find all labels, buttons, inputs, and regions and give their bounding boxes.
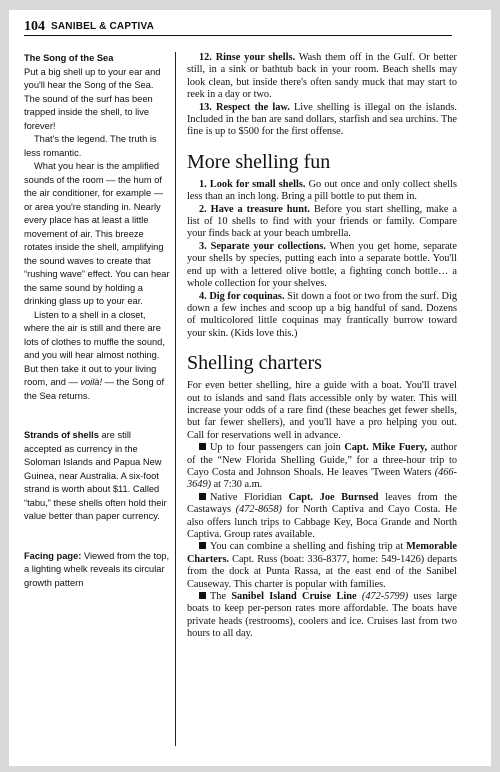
sidebar-strands-note: Strands of shells are still accepted as currency in the Soloman Islands and Papua New Guinea, near Australia. A six-foot strand is worth about $11. Called “tabu,” these shells often hold their value better than paper currency. xyxy=(24,430,167,521)
charter-entry: You can combine a shelling and fishing trip at Memorable Charters. Capt. Russ (boat: 336-8377, home: 549-1426) departs from the dock at Punta Rassa, at the east end of the Sanibel Causeway. This charter is popular with families. xyxy=(187,541,457,590)
running-header xyxy=(24,19,452,36)
column-divider xyxy=(175,52,176,746)
rule-paragraph: 12. Rinse your shells. Wash them off in the Gulf. Or better still, in a sink or bathtub back in your room. Beach shells may look clean, but inside there's often sandy muck that may start to reek in a day or two. xyxy=(187,52,457,101)
tip-paragraph: 3. Separate your collections. When you get home, separate your shells by species, putting each into a separate bottle. You'll end up with a lettered olive bottle, a fighting conch bottle… a whole collection for your shelves. xyxy=(187,240,457,290)
sidebar-paragraph: What you hear is the amplified sounds of the room — the hum of the air conditioner, for example — or area you're standing in. Nearly every place has at least a little movement of air. This breeze rotates inside the shell, amplifying the sound waves to create that “rushing wave” effect. You can hear the same sound by holding a drinking glass up to your ear. xyxy=(24,161,170,306)
main-column xyxy=(187,52,457,641)
charter-entry: The Sanibel Island Cruise Line (472-5799) uses large boats to keep per-person rates more affordable. The boats have private heads (restrooms), coolers and ice. Cruises last from two hours to all day. xyxy=(187,591,457,640)
sidebar-paragraph: Put a big shell up to your ear and you'll hear the Song of the Sea. The sound of the surf has been trapped inside the shell, to live forever! xyxy=(24,66,161,131)
sidebar xyxy=(24,52,170,590)
book-title: SANIBEL & CAPTIVA xyxy=(51,21,155,32)
page-number: 104 xyxy=(24,19,45,34)
tip-paragraph: 2. Have a treasure hunt. Before you start shelling, make a list of 10 shells to find with your friends or family. Compare your finds back at your beach umbrella. xyxy=(187,203,457,240)
sidebar-facing-caption: Facing page: Viewed from the top, a lighting whelk reveals its circular growth pattern xyxy=(24,550,170,588)
tip-paragraph: 1. Look for small shells. Go out once and only collect shells less than an inch long. Bring a pill bottle to put them in. xyxy=(187,178,457,203)
section-heading: Shelling charters xyxy=(187,352,322,375)
square-bullet-icon xyxy=(199,493,206,500)
charters-intro: For even better shelling, hire a guide with a boat. You'll travel out to islands and sand flats accessible only by water. This will increase your odds of a rare find (these beaches get fewer shells, but far fewer shellers), and you'll have a pro helping you out. Call for reservations well in advance. xyxy=(187,380,457,441)
rule-paragraph: 13. Respect the law. Live shelling is illegal on the islands. Included in the ban are sand dollars, starfish and sea urchins. The fine is up to $500 for the first offense. xyxy=(187,101,457,138)
charter-entry: Up to four passengers can join Capt. Mike Fuery, author of the “New Florida Shelling Guide,” for a three-hour trip to Cayo Costa and Johnson Shoals. He leaves 'Tween Waters (466-3649) at 7:30 a.m. xyxy=(187,442,457,491)
square-bullet-icon xyxy=(199,592,206,599)
sidebar-song-title: The Song of the Sea xyxy=(24,53,114,63)
section-heading: More shelling fun xyxy=(187,150,331,173)
sidebar-paragraph: That's the legend. The truth is less romantic. xyxy=(24,134,157,158)
tip-paragraph: 4. Dig for coquinas. Sit down a foot or two from the surf. Dig down a few inches and scoop up a big handful of sand. Dozens of multicolored little coquinas may frantically burrow toward your skin. (Kids love this.) xyxy=(187,290,457,339)
charter-entry: Native Floridian Capt. Joe Burnsed leaves from the Castaways (472-8658) for North Captiva and Cayo Costa. He also offers lunch trips to Cabbage Key, Boca Grande and North Captiva. Group rates available. xyxy=(187,491,458,540)
square-bullet-icon xyxy=(199,443,206,450)
square-bullet-icon xyxy=(199,542,206,549)
sidebar-paragraph: Listen to a shell in a closet, where the air is still and there are lots of clothes to muffle the sound, and you will hear almost nothing. But then take it out to your living room, and — voilà! — the Song of the Sea returns. xyxy=(24,309,165,401)
